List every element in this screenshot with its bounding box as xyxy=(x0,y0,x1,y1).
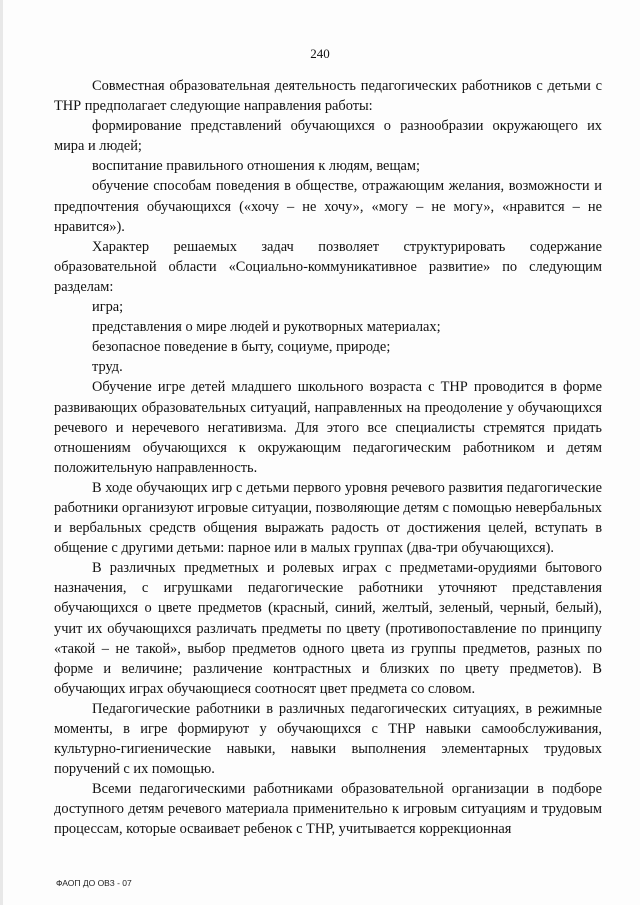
paragraph-color-games: В различных предметных и ролевых играх с предметами-орудиями бытового назначения, с игрушками педагогические работники уточняют представления обучающихся о цвете предметов (красный, синий, желтый, зеленый, черный, белый), учит их обучающихся различать предметы по цвету (противопоставление по принципу «такой – не такой», выбор предметов одного цвета из группы предметов, разных по форме и величине; различение контрастных и близких по цвету предметов). В обучающих играх обучающиеся соотносят цвет предмета со словом. xyxy=(54,560,602,697)
paragraph-game-training: Обучение игре детей младшего школьного возраста с ТНР проводится в форме развивающих образовательных ситуаций, направленных на преодоление у обучающихся речевого и неречевого негативизма. Для этого все специалисты стремятся придать отношениям обучающихся к окружающим педагогическим работником и детям положительную направленность. xyxy=(54,379,602,476)
list-item-safety: безопасное поведение в быту, социуме, природе; xyxy=(92,339,391,356)
paragraph-first-level: В ходе обучающих игр с детьми первого уровня речевого развития педагогические работники организуют игровые ситуации, позволяющие детям с помощью невербальных и вербальных средств общения выражать радость от достижения целей, вступать в общение с другими детьми: парное или в малых группах (два-три обучающихся). xyxy=(54,479,602,557)
paragraph-speech-material: Всеми педагогическими работниками образовательной организации в подборе доступного детям речевого материала применительно к игровым ситуациям и трудовым процессам, которые осваивает ребенок с ТНР, учитывается коррекционная xyxy=(54,781,602,838)
list-item-upbringing: воспитание правильного отношения к людям, вещам; xyxy=(92,158,421,175)
list-item-world: представления о мире людей и рукотворных материалах; xyxy=(92,319,441,336)
list-item-labor: труд. xyxy=(92,359,123,376)
list-item-behavior: обучение способам поведения в обществе, отражающим желания, возможности и предпочтения обучающихся («хочу – не хочу», «могу – не могу», «нравится – не нравится»). xyxy=(54,178,602,235)
document-body xyxy=(54,76,602,840)
paragraph-self-service: Педагогические работники в различных педагогических ситуациях, в режимные моменты, в игре формируют у обучающихся с ТНР навыки самообслуживания, культурно-гигиенические навыки, навыки выполнения элементарных трудовых поручений с их помощью. xyxy=(54,700,602,778)
paragraph-intro: Совместная образовательная деятельность педагогических работников с детьми с ТНР предполагает следующие направления работы: xyxy=(54,78,602,115)
paragraph-sections: Характер решаемых задач позволяет структурировать содержание образовательной области «Социально-коммуникативное развитие» по следующим разделам: xyxy=(54,238,602,295)
page-footer: ФАОП ДО ОВЗ - 07 xyxy=(56,878,132,888)
page-number: 240 xyxy=(310,46,330,61)
list-item-game: игра; xyxy=(92,299,124,316)
page-edge xyxy=(0,0,3,905)
list-item-formation: формирование представлений обучающихся о разнообразии окружающего их мира и людей; xyxy=(54,118,602,155)
